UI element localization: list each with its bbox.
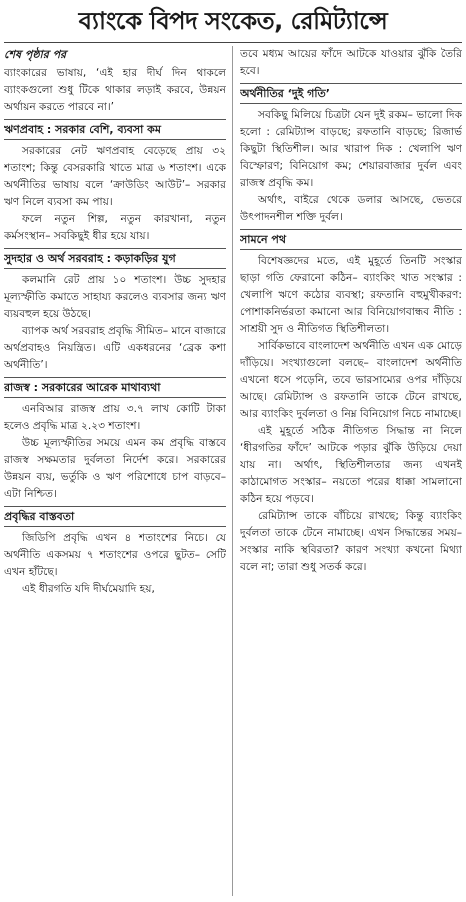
paragraph: এই মুহূর্তে সঠিক নীতিগত সিদ্ধান্ত না নিলে ‘ধীরগতির ফাঁদে’ আটকে পড়ার ঝুঁকি উড়িয়ে দেয়া যায় না। অর্থাৎ, স্থিতিশীলতার জন্য এখনই কাঠামোগত সংস্কার– নয়তো পরের ধাক্কা সামলানো কঠিন হয়ে পড়বে। (240, 425, 462, 505)
paragraph: সবকিছু মিলিয়ে চিত্রটা যেন দুই রকম– ভালো দিক হলো : রেমিট্যান্স বাড়ছে; রফতানি বাড়ছে; রিজার্ভ কিছুটা স্থিতিশীল। আর খারাপ দিক : খেলাপি ঋণ বিস্ফোরণ; বিনিয়োগ কম; শেয়ারবাজার দুর্বল এবং রাজস্ব প্রবৃদ্ধি কম। (240, 109, 462, 189)
paragraph: এনবিআর রাজস্ব প্রায় ৩.৭ লাখ কোটি টাকা হলেও প্রবৃদ্ধি মাত্র ২.২৩ শতাংশ। (4, 403, 226, 432)
subheading-box (4, 119, 226, 140)
paragraph: অর্থাৎ, বাইরে থেকে ডলার আসছে, ভেতরে উৎপাদনশীল শক্তি দুর্বল। (240, 194, 462, 223)
paragraph: বিশেষজ্ঞদের মতে, এই মুহূর্তে তিনটি সংস্কার ছাড়া গতি ফেরানো কঠিন– ব্যাংকিং খাত সংস্কার : খেলাপি ঋণে কঠোর ব্যবস্থা; রফতানি বহুমুখীকরণ: পোশাকনির্ভরতা কমানো আর বিনিয়োগবান্ধব নীতি : সাশ্রয়ী সুদ ও নীতিগত স্থিতিশীলতা। (240, 255, 462, 335)
subheading-box (4, 377, 226, 398)
continued-from-label: শেষ পৃষ্ঠার পর (4, 48, 67, 61)
subheading: প্রবৃদ্ধির বাস্তবতা (4, 510, 75, 523)
paragraph: এই ধীরগতি যদি দীর্ঘমেয়াদি হয়, (22, 583, 155, 595)
paragraph: উচ্চ মূল্যস্ফীতির সময়ে এমন কম প্রবৃদ্ধি বাস্তবে রাজস্ব সক্ষমতার দুর্বলতা নির্দেশ করে। সরকারের উন্নয়ন ব্যয়, ভর্তুকি ও ঋণ পরিশোধে চাপ বাড়বে– এটা নিশ্চিত। (4, 437, 226, 500)
article-headline: ব্যাংকে বিপদ সংকেত, রেমিট্যান্সে (78, 7, 388, 35)
paragraph: সরকারের নেট ঋণপ্রবাহ বেড়েছে প্রায় ৩২ শতাংশ; কিন্তু বেসরকারি খাতে মাত্র ৬ শতাংশ। একে অর্থনীতির ভাষায় বলে ‘ক্রাউডিং আউট’– সরকার ঋণ নিলে ব্যবসা কম পায়। (4, 145, 226, 208)
subheading-box (4, 506, 226, 527)
subheading-box (240, 229, 462, 250)
subheading: অর্থনীতির ‘দুই গতি’ (240, 87, 330, 100)
paragraph: জিডিপি প্রবৃদ্ধি এখন ৪ শতাংশের নিচে। যে অর্থনীতি একসময় ৭ শতাংশের ওপরে ছুটত– সেটি এখন হাঁটছে। (4, 532, 226, 578)
subheading: সুদহার ও অর্থ সরবরাহ : কড়াকড়ির যুগ (4, 252, 176, 265)
paragraph: তবে মধ্যম আয়ের ফাঁদে আটকে যাওয়ার ঝুঁকি তৈরি হবে। (240, 48, 462, 77)
subheading-box (240, 83, 462, 104)
left-column (4, 46, 226, 598)
column-divider (232, 46, 233, 896)
paragraph: সার্বিকভাবে বাংলাদেশ অর্থনীতি এখন এক মোড়ে দাঁড়িয়ে। সংখ্যাগুলো বলছে– বাংলাদেশ অর্থনীতি এখনো ধসে পড়েনি, তবে ভারসাম্যের ওপর দাঁড়িয়ে আছে। রেমিট্যান্স ও রফতানি তাকে টেনে রাখছে, আর ব্যাংকিং দুর্বলতা ও নিম্ন বিনিয়োগ নিচে নামাচ্ছে। (240, 340, 462, 420)
right-column (240, 46, 462, 576)
paragraph: ফলে নতুন শিল্প, নতুন কারখানা, নতুন কর্মসংস্থান– সবকিছুই ধীর হয়ে যায়। (4, 213, 226, 242)
headline-rule (4, 42, 462, 43)
subheading: রাজস্ব : সরকারের আরেক মাথাব্যথা (4, 381, 161, 394)
paragraph: রেমিট্যান্স তাকে বাঁচিয়ে রাখছে; কিন্তু ব্যাংকিং দুর্বলতা তাকে টেনে নামাচ্ছে। এখন সিদ্ধান্তের সময়– সংস্কার নাকি স্থবিরতা? কারণ সংখ্যা কখনো মিথ্যা বলে না; তারা শুধু সতর্ক করে। (240, 510, 462, 573)
paragraph: কলমানি রেট প্রায় ১০ শতাংশ। উচ্চ সুদহার মূল্যস্ফীতি কমাতে সাহায্য করলেও ব্যবসার জন্য ঋণ ব্যয়বহুল হয়ে উঠছে। (4, 274, 226, 320)
paragraph: ব্যাপক অর্থ সরবরাহ প্রবৃদ্ধি সীমিত– মানে বাজারে অর্থপ্রবাহও নিয়ন্ত্রিত। এটি একধরনের ‘ব্রেক কশা অর্থনীতি’। (4, 325, 226, 371)
subheading-box (4, 248, 226, 269)
subheading: ঋণপ্রবাহ : সরকার বেশি, ব্যবসা কম (4, 123, 161, 136)
subheading: সামনে পথ (240, 233, 286, 246)
paragraph: ব্যাংকারের ভাষায়, ‘এই হার দীর্ঘ দিন থাকলে ব্যাংকগুলো শুধু টিকে থাকার লড়াই করবে, উন্নয়ন অর্থায়ন করতে পারবে না।’ (4, 67, 226, 113)
